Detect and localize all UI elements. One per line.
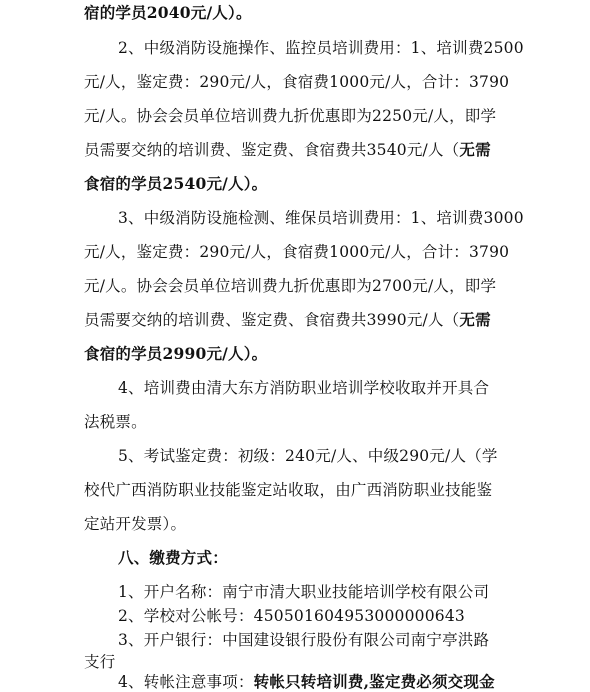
text-line bbox=[118, 630, 489, 650]
text-span-bold: 无需 bbox=[459, 140, 491, 159]
text-span: 3、中级消防设施检测、维保员培训费用：1、培训费3000 bbox=[118, 209, 524, 227]
text-span: 支行 bbox=[84, 653, 116, 671]
text-line bbox=[118, 672, 495, 692]
text-line bbox=[84, 242, 509, 262]
text-line bbox=[84, 480, 492, 500]
text-line bbox=[84, 652, 115, 672]
text-span: 八、缴费方式： bbox=[118, 548, 228, 567]
text-span: 校代广西消防职业技能鉴定站收取，由广西消防职业技能鉴 bbox=[84, 481, 493, 499]
text-line bbox=[84, 514, 186, 534]
text-line bbox=[84, 3, 252, 23]
text-line bbox=[118, 446, 498, 466]
text-line bbox=[84, 344, 267, 364]
text-span: 2、学校对公帐号：450501604953000000643 bbox=[118, 607, 465, 625]
text-span: 食宿的学员2540元/人）。 bbox=[84, 174, 268, 193]
text-line bbox=[118, 378, 489, 398]
text-span: 1、开户名称：南宁市清大职业技能培训学校有限公司 bbox=[118, 583, 490, 601]
text-span: 5、考试鉴定费：初级：240元/人、中级290元/人（学 bbox=[118, 447, 498, 465]
text-span: 4、培训费由清大东方消防职业培训学校收取并开具合 bbox=[118, 379, 490, 397]
text-line bbox=[84, 276, 496, 296]
text-line bbox=[118, 208, 524, 228]
text-span: 食宿的学员2990元/人）。 bbox=[84, 344, 268, 363]
text-span: 2、中级消防设施操作、监控员培训费用：1、培训费2500 bbox=[118, 39, 524, 57]
text-line bbox=[84, 412, 147, 432]
text-span: 元/人，鉴定费：290元/人，食宿费1000元/人，合计：3790 bbox=[84, 73, 510, 91]
text-span: 4、转帐注意事项： bbox=[118, 673, 254, 691]
text-line bbox=[118, 582, 489, 602]
text-line bbox=[118, 606, 465, 626]
text-span: 宿的学员2040元/人）。 bbox=[84, 3, 252, 22]
section-heading bbox=[118, 548, 228, 568]
text-span: 员需要交纳的培训费、鉴定费、食宿费共3990元/人（ bbox=[84, 311, 460, 329]
text-span: 元/人。协会会员单位培训费九折优惠即为2700元/人，即学 bbox=[84, 277, 497, 295]
text-line bbox=[118, 38, 524, 58]
text-span-bold: 转帐只转培训费,鉴定费必须交现金 bbox=[253, 672, 495, 691]
text-line bbox=[84, 72, 509, 92]
text-line bbox=[84, 140, 491, 160]
text-line bbox=[84, 174, 267, 194]
text-span: 元/人。协会会员单位培训费九折优惠即为2250元/人，即学 bbox=[84, 107, 497, 125]
text-span-bold: 无需 bbox=[459, 310, 491, 329]
text-line bbox=[84, 310, 491, 330]
text-span: 元/人，鉴定费：290元/人，食宿费1000元/人，合计：3790 bbox=[84, 243, 510, 261]
text-span: 定站开发票）。 bbox=[84, 515, 187, 533]
text-span: 3、开户银行：中国建设银行股份有限公司南宁亭洪路 bbox=[118, 631, 490, 649]
text-span: 员需要交纳的培训费、鉴定费、食宿费共3540元/人（ bbox=[84, 141, 460, 159]
text-span: 法税票。 bbox=[84, 413, 147, 431]
text-line bbox=[84, 106, 496, 126]
